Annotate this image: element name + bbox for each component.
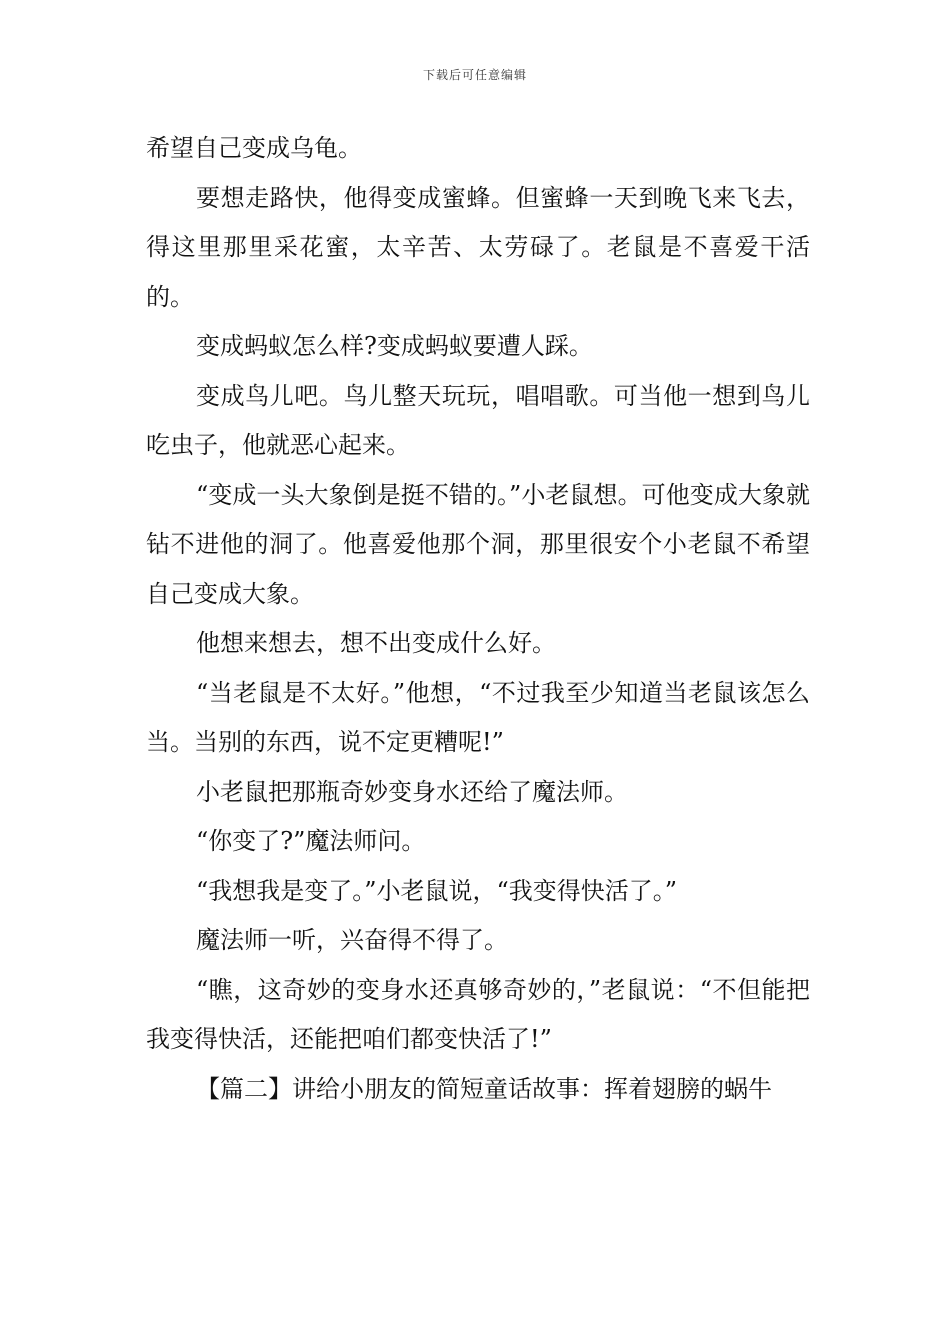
paragraph: “你变了?”魔法师问。 — [196, 827, 426, 855]
page-header: 下载后可任意编辑 — [422, 68, 527, 82]
paragraph: “瞧，这奇妙的变身水还真够奇妙的，”老鼠说：“不但能把我变得快活，还能把咱们都变快活了!” — [146, 975, 810, 1053]
paragraph-continuation: 希望自己变成乌龟。 — [146, 134, 362, 162]
paragraph: “变成一头大象倒是挺不错的。”小老鼠想。可他变成大象就钻不进他的洞了。他喜爱他那个洞，那里很安个小老鼠不希望自己变成大象。 — [146, 480, 810, 608]
paragraph: 魔法师一听，兴奋得不得了。 — [196, 926, 508, 954]
paragraph: 要想走路快，他得变成蜜蜂。但蜜蜂一天到晚飞来飞去，得这里那里采花蜜，太辛苦、太劳碌了。老鼠是不喜爱干活的。 — [146, 183, 810, 311]
paragraph: 小老鼠把那瓶奇妙变身水还给了魔法师。 — [196, 777, 628, 806]
section-heading: 【篇二】讲给小朋友的简短童话故事：挥着翅膀的蜗牛 — [196, 1074, 772, 1103]
paragraph: 变成蚂蚁怎么样?变成蚂蚁要遭人踩。 — [196, 332, 593, 360]
paragraph: “我想我是变了。”小老鼠说，“我变得快活了。” — [196, 876, 678, 905]
paragraph: 他想来想去，想不出变成什么好。 — [196, 629, 556, 657]
paragraph: “当老鼠是不太好。”他想，“不过我至少知道当老鼠该怎么当。当别的东西，说不定更糟呢!” — [146, 678, 810, 756]
document-body — [146, 124, 810, 1114]
paragraph: 变成鸟儿吧。鸟儿整天玩玩，唱唱歌。可当他一想到鸟儿吃虫子，他就恶心起来。 — [146, 381, 810, 459]
